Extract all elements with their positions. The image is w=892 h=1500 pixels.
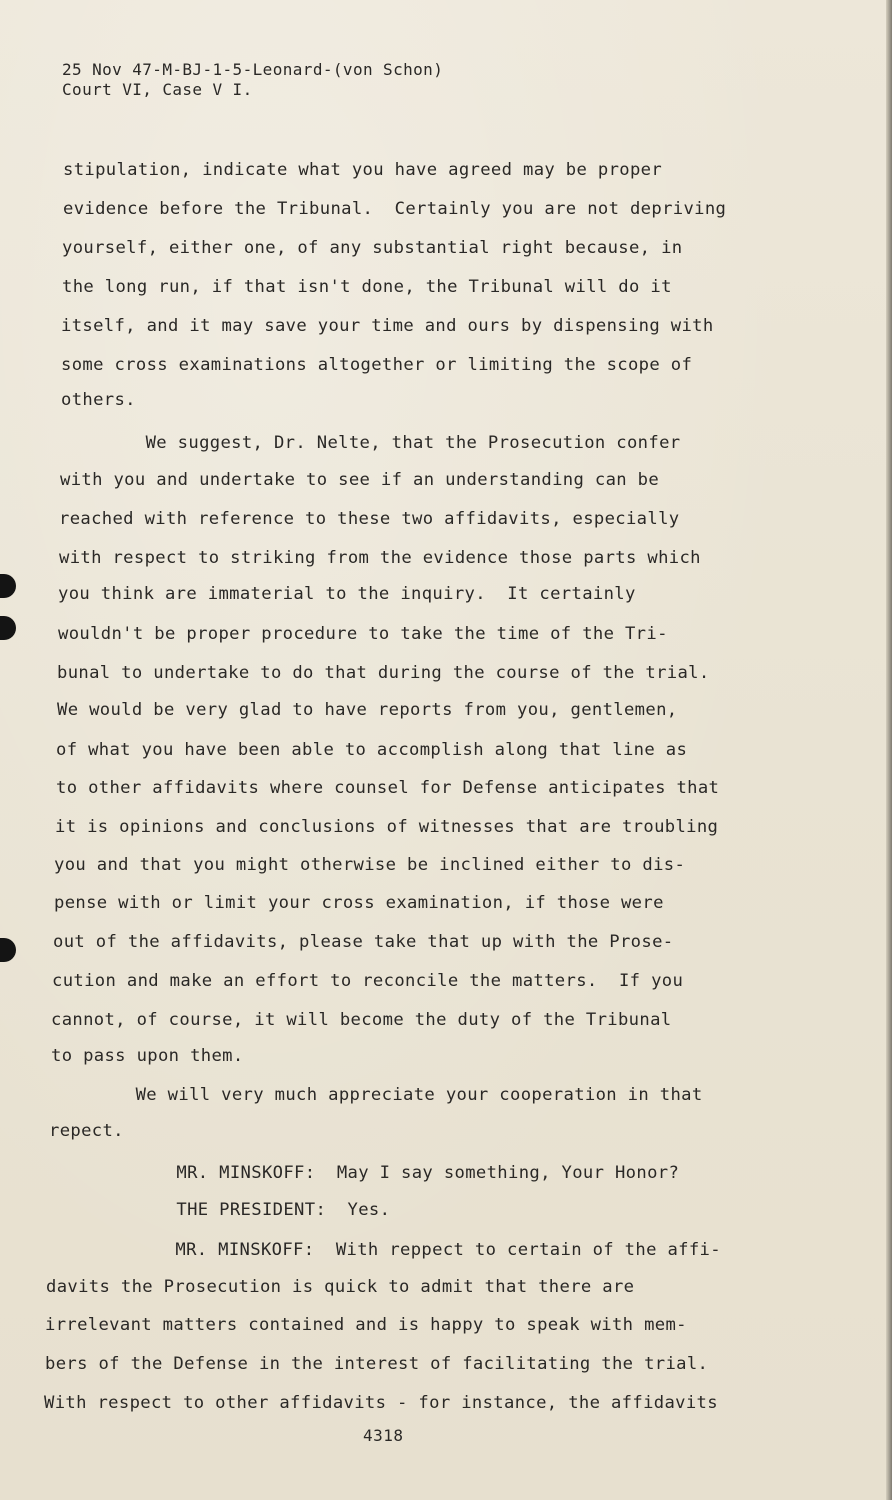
text-line: you think are immaterial to the inquiry. It certainly — [58, 584, 636, 604]
header-line-2: Court VI, Case V I. — [62, 80, 253, 99]
page-edge-shadow — [886, 0, 892, 1500]
document-header — [62, 60, 443, 100]
text-line: yourself, either one, of any substantial right because, in — [62, 238, 683, 258]
text-line: davits the Prosecution is quick to admit that there are — [46, 1277, 635, 1297]
text-line: cannot, of course, it will become the duty of the Tribunal — [51, 1010, 672, 1030]
text-line: to other affidavits where counsel for Defense anticipates that — [56, 778, 720, 798]
text-line: with you and undertake to see if an understanding can be — [60, 470, 660, 490]
text-line: We would be very glad to have reports from you, gentlemen, — [57, 700, 678, 720]
text-line: out of the affidavits, please take that up with the Prose- — [53, 932, 674, 952]
text-line: itself, and it may save your time and ours by dispensing with — [61, 316, 714, 336]
text-line: to pass upon them. — [51, 1046, 244, 1066]
text-line: bers of the Defense in the interest of facilitating the trial. — [45, 1354, 709, 1374]
text-line: some cross examinations altogether or limiting the scope of — [61, 355, 693, 375]
text-line: reached with reference to these two affidavits, especially — [59, 509, 680, 529]
binder-hole — [0, 574, 16, 598]
text-line: of what you have been able to accomplish along that line as — [56, 740, 688, 760]
text-line: MR. MINSKOFF: With reppect to certain of the affi- — [47, 1240, 721, 1260]
text-line: evidence before the Tribunal. Certainly you are not depriving — [63, 199, 727, 219]
header-line-1: 25 Nov 47-M-BJ-1-5-Leonard-(von Schon) — [62, 60, 444, 79]
binder-hole — [0, 616, 16, 640]
text-line: We will very much appreciate your cooperation in that — [50, 1085, 703, 1105]
text-line: irrelevant matters contained and is happy to speak with mem- — [45, 1315, 687, 1335]
text-line: others. — [61, 390, 136, 410]
binder-hole — [0, 938, 16, 962]
text-line: wouldn't be proper procedure to take the time of the Tri- — [58, 624, 668, 644]
page-number: 4318 — [363, 1426, 404, 1445]
text-line: MR. MINSKOFF: May I say something, Your Honor? — [48, 1163, 680, 1183]
text-line: repect. — [49, 1121, 124, 1141]
text-line: it is opinions and conclusions of witnesses that are troubling — [55, 817, 719, 837]
text-line: THE PRESIDENT: Yes. — [48, 1200, 391, 1220]
text-line: you and that you might otherwise be inclined either to dis- — [54, 855, 686, 875]
text-line: with respect to striking from the evidence those parts which — [59, 548, 701, 568]
text-line: stipulation, indicate what you have agreed may be proper — [63, 160, 663, 180]
text-line: We suggest, Dr. Nelte, that the Prosecution confer — [60, 433, 681, 453]
text-line: cution and make an effort to reconcile the matters. If you — [52, 971, 684, 991]
text-line: bunal to undertake to do that during the course of the trial. — [57, 663, 710, 683]
text-line: pense with or limit your cross examination, if those were — [54, 893, 664, 913]
text-line: With respect to other affidavits - for instance, the affidavits — [44, 1393, 718, 1413]
text-line: the long run, if that isn't done, the Tribunal will do it — [62, 277, 672, 297]
